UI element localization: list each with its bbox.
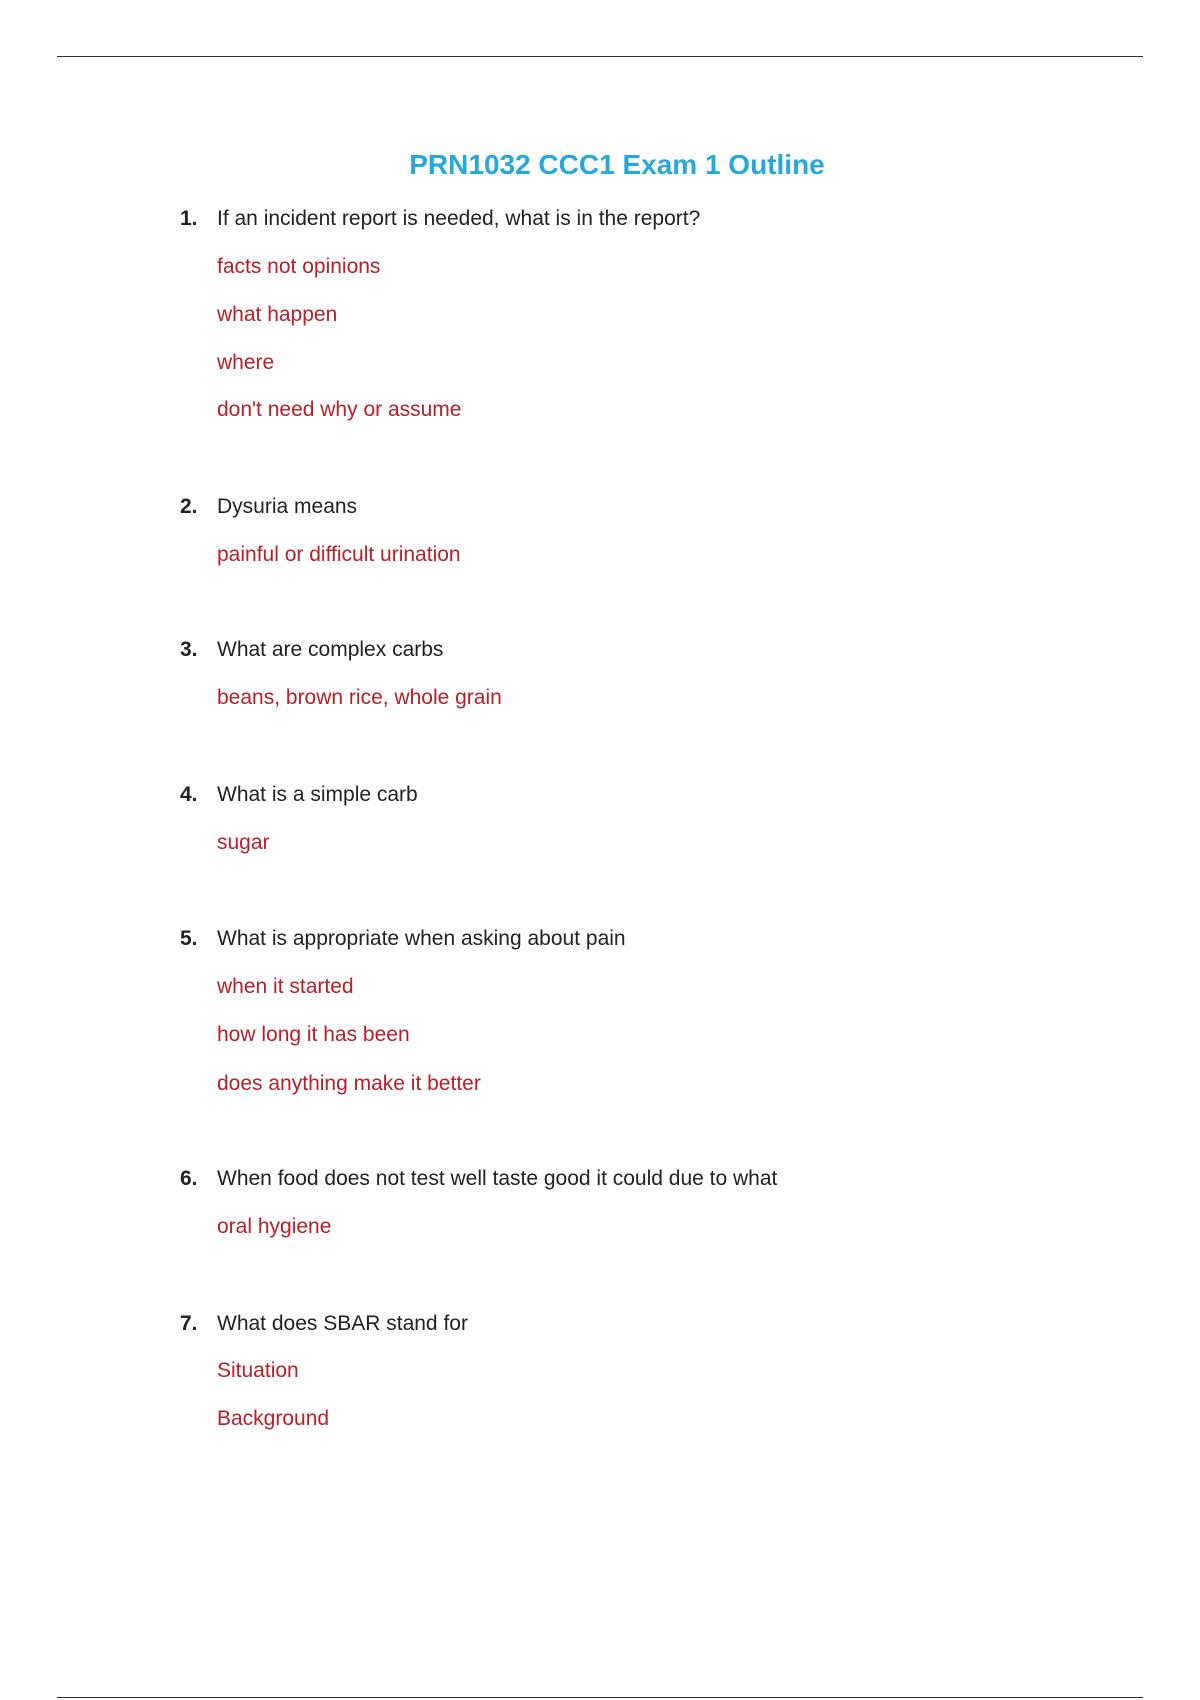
question-number: 7. bbox=[180, 1312, 198, 1335]
answer-text: beans, brown rice, whole grain bbox=[217, 686, 502, 709]
question-text: When food does not test well taste good it could due to what bbox=[217, 1167, 778, 1190]
answer-text: what happen bbox=[217, 303, 338, 326]
question-text: Dysuria means bbox=[217, 495, 358, 518]
answer-text: don't need why or assume bbox=[217, 398, 462, 421]
answer-text: sugar bbox=[217, 831, 270, 854]
question-number: 6. bbox=[180, 1167, 198, 1190]
answer-text: how long it has been bbox=[217, 1023, 410, 1046]
question-text: What is appropriate when asking about pain bbox=[217, 927, 626, 950]
question-text: What does SBAR stand for bbox=[217, 1312, 468, 1335]
question-number: 3. bbox=[180, 638, 198, 661]
question-number: 2. bbox=[180, 495, 198, 518]
document-title: PRN1032 CCC1 Exam 1 Outline bbox=[409, 149, 825, 180]
top-rule bbox=[57, 56, 1143, 57]
question-text: What are complex carbs bbox=[217, 638, 444, 661]
bottom-rule bbox=[57, 1697, 1143, 1698]
answer-text: where bbox=[217, 351, 275, 374]
answer-text: oral hygiene bbox=[217, 1215, 332, 1238]
answer-text: Background bbox=[217, 1407, 330, 1430]
question-number: 1. bbox=[180, 207, 198, 230]
answer-text: does anything make it better bbox=[217, 1072, 481, 1095]
answer-text: Situation bbox=[217, 1359, 299, 1382]
answer-text: painful or difficult urination bbox=[217, 543, 461, 566]
question-text: What is a simple carb bbox=[217, 783, 418, 806]
question-number: 5. bbox=[180, 927, 198, 950]
question-number: 4. bbox=[180, 783, 198, 806]
answer-text: facts not opinions bbox=[217, 255, 381, 278]
question-text: If an incident report is needed, what is in the report? bbox=[217, 207, 701, 230]
answer-text: when it started bbox=[217, 975, 354, 998]
